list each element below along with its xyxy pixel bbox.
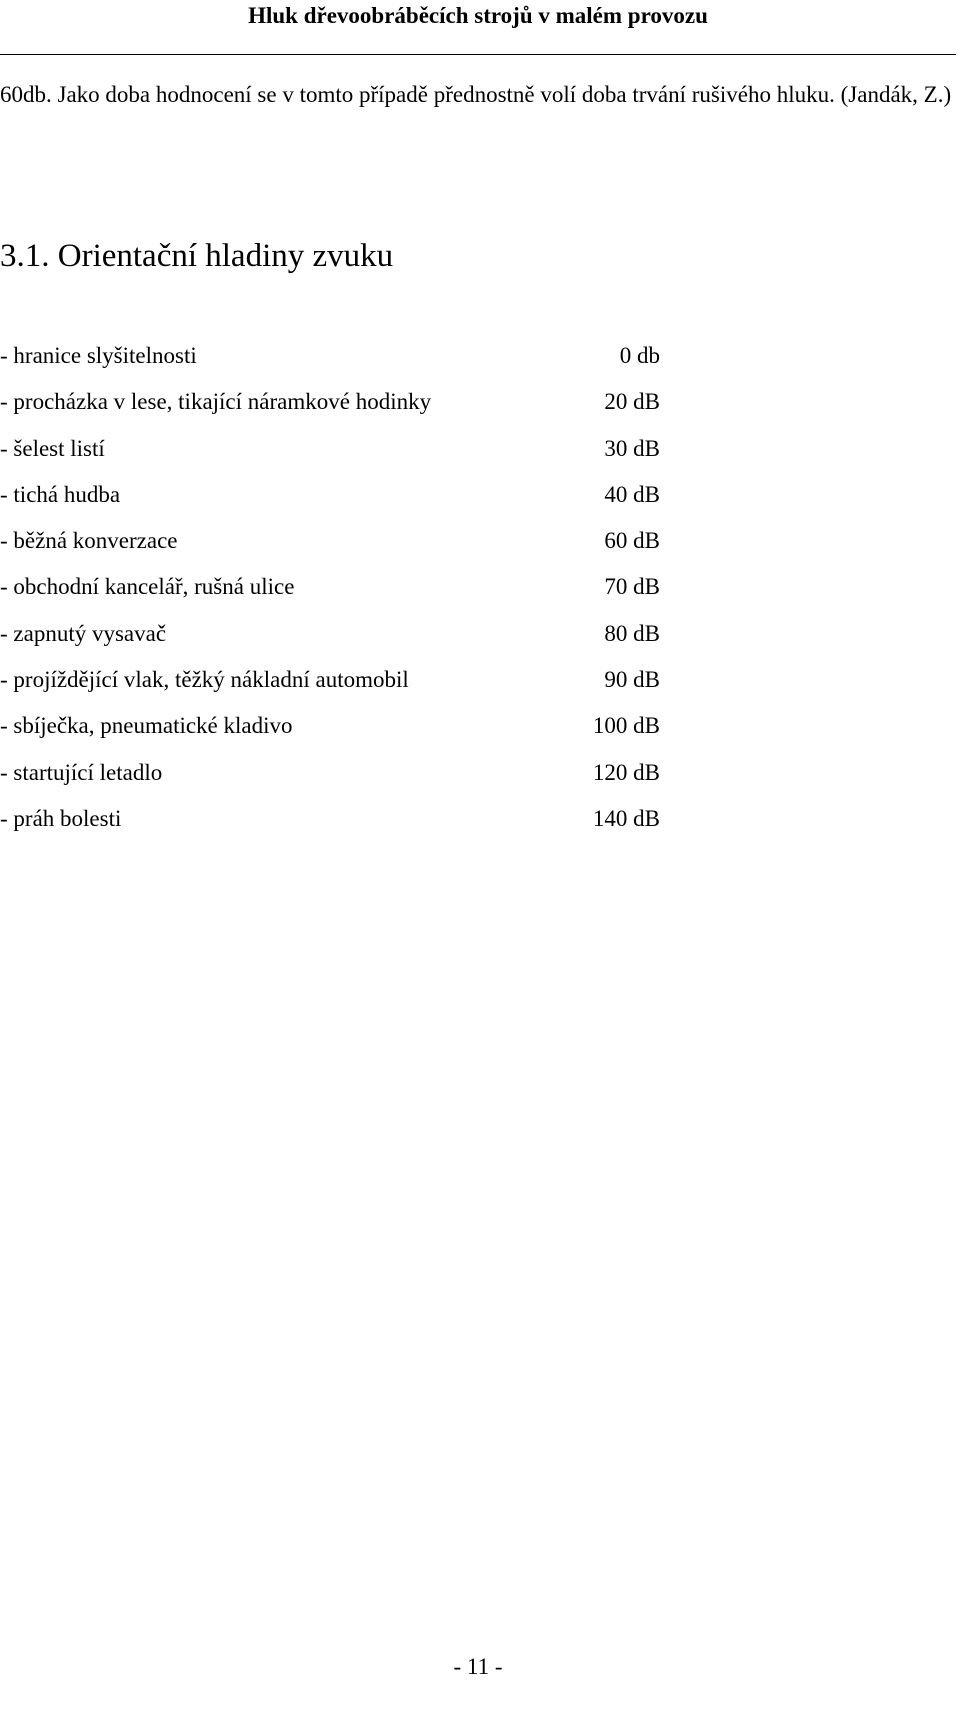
level-value: 80 dB xyxy=(604,620,660,646)
level-value: 70 dB xyxy=(604,574,660,600)
header-rule xyxy=(0,54,956,55)
list-item xyxy=(0,657,660,703)
list-item xyxy=(0,564,660,610)
list-item xyxy=(0,796,660,842)
level-label: - běžná konverzace xyxy=(0,528,178,554)
level-value: 140 dB xyxy=(592,805,660,831)
page-number: - 11 - xyxy=(453,1654,503,1679)
level-label: - hranice slyšitelnosti xyxy=(0,343,197,368)
level-label: - šelest listí xyxy=(0,435,105,461)
level-label: - obchodní kancelář, rušná ulice xyxy=(0,574,295,600)
level-value: 20 dB xyxy=(604,389,660,415)
level-value: 90 dB xyxy=(604,667,660,693)
list-item xyxy=(0,518,660,564)
level-value: 60 dB xyxy=(604,528,660,554)
list-item xyxy=(0,611,660,657)
list-item xyxy=(0,472,660,518)
body-paragraph: 60db. Jako doba hodnocení se v tomto případě přednostně volí doba trvání rušivého hluku. (Jandák, Z.) xyxy=(0,82,952,107)
level-label: - startující letadlo xyxy=(0,759,163,785)
sound-level-list xyxy=(0,333,660,842)
section-heading: 3.1. Orientační hladiny zvuku xyxy=(0,238,394,274)
level-value: 100 dB xyxy=(592,713,660,739)
level-label: - sbíječka, pneumatické kladivo xyxy=(0,713,293,739)
level-value: 30 dB xyxy=(604,435,660,461)
list-item xyxy=(0,750,660,796)
level-label: - projíždějící vlak, těžký nákladní automobil xyxy=(0,667,409,693)
level-label: - procházka v lese, tikající náramkové hodinky xyxy=(0,389,432,415)
level-label: - tichá hudba xyxy=(0,481,121,507)
list-item xyxy=(0,426,660,472)
level-label: - práh bolesti xyxy=(0,805,122,831)
level-value: 0 db xyxy=(619,343,660,368)
list-item xyxy=(0,333,660,379)
list-item xyxy=(0,703,660,749)
list-item xyxy=(0,379,660,425)
running-header: Hluk dřevoobráběcích strojů v malém provozu xyxy=(248,3,708,28)
level-label: - zapnutý vysavač xyxy=(0,620,167,646)
level-value: 120 dB xyxy=(592,759,660,785)
level-value: 40 dB xyxy=(604,481,660,507)
